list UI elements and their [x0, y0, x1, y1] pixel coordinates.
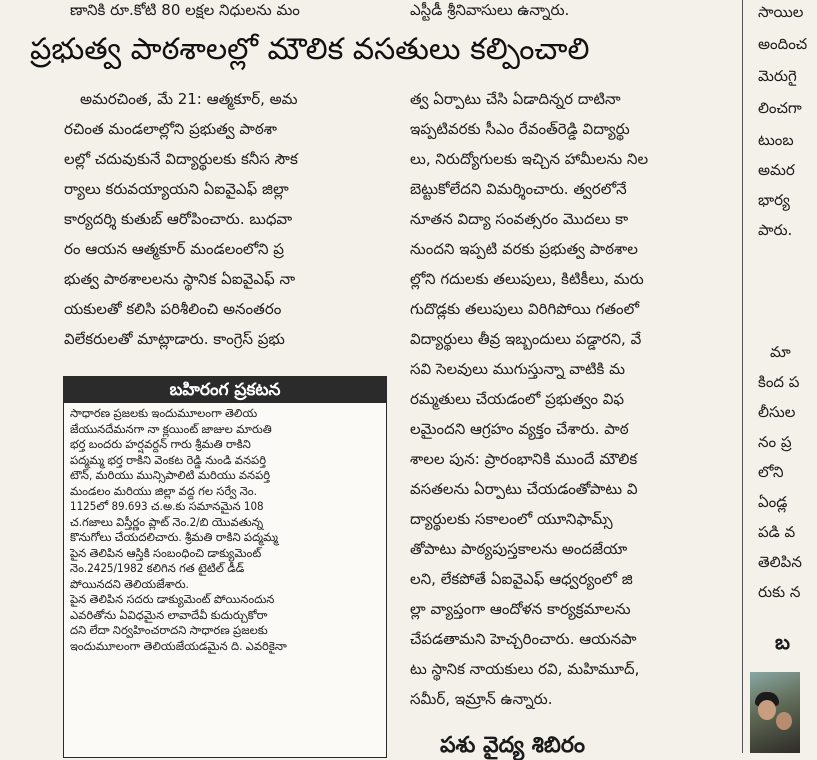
body-line: బెట్టుకోలేదని విమర్శించారు. త్వరలోనే	[410, 180, 627, 198]
clipped-line: లించగా	[758, 99, 802, 117]
notice-line: ఇందుమూలంగా తెలియజేయడమైన ది. ఎవరికైనా	[70, 638, 287, 653]
notice-line: పద్మమ్మ భర్త రాకిని వెంకట రెడ్డి నుండి వనపర్తి	[70, 452, 267, 467]
clipped-line: లీసుల	[758, 403, 796, 421]
previous-article-tail-left: ణానికి రూ.కోటి 80 లక్షల నిధులను మం	[70, 1, 300, 19]
clipped-line: రుకు న	[758, 583, 801, 601]
clipped-line: పారు.	[758, 221, 793, 239]
clipped-heading-char: బ	[775, 630, 790, 654]
clipped-line: పడి వ	[758, 523, 796, 541]
body-line: నుందని ఇప్పటి వరకు ప్రభుత్వ పాఠశాల	[410, 240, 638, 258]
body-line: విలేకరులతో మాట్లాడారు. కాంగ్రెస్ ప్రభు	[64, 330, 285, 348]
clipped-line: ఏండ్ల	[758, 493, 788, 511]
body-line: టు స్థానిక నాయకులు రవి, మహిమూద్,	[410, 660, 640, 678]
previous-article-tail-middle: ఎస్టీడీ శ్రీనివాసులు ఉన్నారు.	[410, 1, 570, 19]
body-line: ద్యార్థులకు సకాలంలో యూనిఫామ్స్	[410, 510, 613, 528]
clipped-line: అందించ	[758, 35, 808, 53]
body-line: వసతలను ఏర్పాటు చేయడంతోపాటు వి	[410, 480, 638, 498]
body-line: రచింత మండలాల్లోని ప్రభుత్వ పాఠశా	[64, 120, 277, 138]
public-notice-title: బహిరంగ ప్రకటన	[64, 377, 386, 403]
notice-line: పైన తెలిపిన ఆస్తికి సంబంధించి డాక్యుమెంట్	[70, 545, 262, 560]
clipped-line: తెలిపిన	[758, 553, 802, 571]
clipped-line: టుంబ	[758, 131, 794, 149]
clipped-line: మెరుగై	[758, 67, 797, 85]
body-line: లమైందని ఆగ్రహం వ్యక్తం చేశారు. పాఠ	[410, 420, 629, 438]
article-headline: ప్రభుత్వ పాఠశాలల్లో మౌలిక వసతులు కల్పించాలి	[30, 32, 590, 67]
notice-line: టౌన్, మరియు మున్సిపాలిటి మరియు వనపర్తి	[70, 468, 271, 482]
notice-line: జేయునదేమనగా నా క్లయింట్ జాజుల మారుతి	[70, 421, 272, 436]
clipped-line: మా	[770, 343, 791, 361]
body-line: ర్యాలు కరువయ్యాయని ఏఐవైఎఫ్ జిల్లా	[64, 180, 289, 198]
body-line: విద్యార్థులు తీవ్ర ఇబ్బందులు పడ్డారని, వే	[410, 330, 642, 348]
body-line: భుత్వ పాఠశాలలను స్థానిక ఏఐవైఎఫ్ నా	[64, 270, 296, 288]
public-notice-box	[63, 376, 387, 758]
notice-line: భర్త బందరు హర్షవర్దన్ గారు శ్రీమతి రాకిని	[70, 437, 251, 451]
clipped-line: సాయిల	[758, 3, 804, 21]
body-line: చేపడతామని హెచ్చరించారు. ఆయనపా	[410, 630, 637, 648]
clipped-line: లోని	[758, 463, 784, 481]
notice-line: 1125లో 89.693 చ.అ.కు సమానమైన 108	[70, 499, 264, 513]
body-line: లల్లో చదువుకునే విద్యార్థులకు కనీస సౌక	[64, 150, 298, 168]
body-line: రం ఆయన ఆత్మకూర్ మండలంలోని ప్ర	[64, 240, 284, 258]
body-line: అమరచింత, మే 21: ఆత్మకూర్, అమ	[80, 90, 298, 108]
notice-line: సాధారణ ప్రజలకు ఇందుమూలంగా తెలియ	[70, 406, 258, 420]
notice-line: దని లేదా నిర్వహించరాదని సాధారణ ప్రజలకు	[70, 623, 268, 637]
notice-line: నెం.2425/1982 కలిగిన గత టైటిల్ డీడ్	[70, 561, 245, 575]
body-line: నూతన విద్యా సంవత్సరం మొదలు కా	[410, 210, 629, 228]
clipped-line: నం ప్ర	[758, 433, 792, 451]
notice-line: పోయినదని తెలియజేశారు.	[70, 576, 189, 591]
body-line: గుదొడ్లకు తలుపులు విరిగిపోయి గతంలో	[410, 300, 640, 318]
body-line: తోపాటు పాఠ్యపుస్తకాలను అందజేయా	[410, 540, 628, 558]
notice-line: పైన తెలిపిన సదరు డాక్యుమెంట్ పోయినందున	[70, 592, 275, 606]
body-line: రమ్మతులు చేయడంలో ప్రభుత్వం విఫ	[410, 390, 625, 408]
body-line: శాలల పున: ప్రారంభానికి ముందే మౌలిక	[410, 450, 638, 468]
clipped-line: కింద ప	[758, 373, 800, 391]
body-line: లని, లేకపోతే ఏఐవైఎఫ్ ఆధ్వర్యంలో జి	[410, 570, 633, 588]
clipped-line: భార్య	[758, 191, 790, 209]
body-line: సమీర్, ఇమ్రాన్ ఉన్నారు.	[410, 690, 553, 708]
next-article-subhead: పశు వైద్య శిబిరం	[440, 732, 586, 758]
body-line: త్వ ఏర్పాటు చేసి ఏడాదిన్నర దాటినా	[410, 90, 621, 108]
notice-line: కొనుగోలు చేయదలిచారు. శ్రీమతి రాకిని పద్మమ్మ	[70, 530, 279, 544]
notice-line: మండలం మరియు జిల్లా వద్ద గల సర్వే నెం.	[70, 483, 257, 498]
body-line: సవి సెలవులు ముగుస్తున్నా వాటికి మ	[410, 360, 626, 378]
news-photo	[750, 672, 800, 753]
body-line: లు, నిరుద్యోగులకు ఇచ్చిన హామీలను నిల	[410, 150, 649, 168]
body-line: ల్లోని గదులకు తలుపులు, కిటికీలు, మరు	[410, 270, 644, 288]
notice-line: ఎవరితోను ఏవిధమైన లావాదేవీ కుదుర్చుకోరా	[70, 607, 268, 622]
body-line: యకులతో కలిసి పరిశీలించి అనంతరం	[64, 300, 282, 318]
notice-line: చ.గజాలు విస్తీర్ణం ప్లాట్ నెం.2/బి యొవతున్న	[70, 514, 264, 529]
body-line: కార్యదర్శి కుతుబ్ ఆరోపించారు. బుధవా	[64, 210, 293, 228]
body-line: ఇప్పటివరకు సీఎం రేవంత్‌రెడ్డి విద్యార్థు	[410, 120, 630, 138]
clipped-line: అమర	[758, 161, 795, 179]
body-line: ల్లా వ్యాప్తంగా ఆందోళన కార్యక్రమాలను	[410, 600, 631, 618]
column-divider-right	[742, 0, 743, 753]
